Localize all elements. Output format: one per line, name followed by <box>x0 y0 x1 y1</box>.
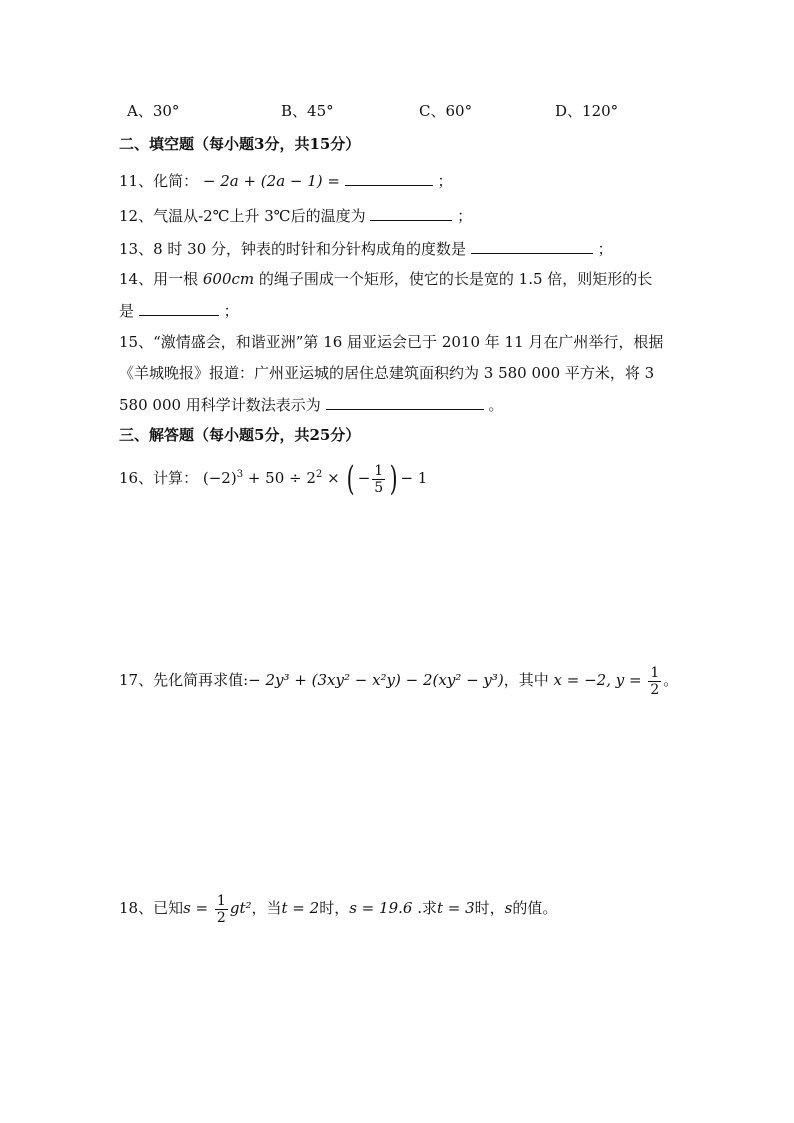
q18-text2: 时， <box>319 899 350 917</box>
q18-text3: .求 <box>412 899 437 917</box>
q18-frac-den: 2 <box>216 909 226 926</box>
q18-t2: t = 2 <box>281 899 320 917</box>
question-15-line1: 15、“激情盛会，和谐亚洲”第 16 届亚运会已于 2010 年 11 月在广州举行，根据 <box>119 333 664 351</box>
q18-s-eq: s = <box>183 899 209 917</box>
q16-part3: × <box>322 469 340 487</box>
q18-t3: t = 3 <box>436 899 475 917</box>
section3-heading: 三、解答题（每小题5分，共25分） <box>119 426 361 444</box>
q18-prefix: 18、已知 <box>119 899 184 917</box>
q16-minus: − <box>357 469 371 487</box>
question-14-line2 <box>119 300 239 321</box>
q11-answer-blank[interactable] <box>345 170 433 186</box>
q14-line2-prefix: 是 <box>119 302 135 320</box>
q16-exp2: 2 <box>315 469 323 480</box>
question-17 <box>119 660 678 700</box>
q17-expr: − 2y³ + (3xy² − x²y) − 2(xy² − y³) <box>248 671 504 689</box>
q12-suffix: ； <box>457 207 473 225</box>
q18-s-val: s = 19.6 <box>349 899 413 917</box>
q14-text-a: 14、用一根 <box>119 270 203 288</box>
q18-s-var: s <box>504 899 513 917</box>
q16-fraction <box>372 463 385 496</box>
section2-heading: 二、填空题（每小题3分，共15分） <box>119 135 361 153</box>
q16-exp1: 3 <box>236 469 244 480</box>
question-18 <box>119 888 557 928</box>
q17-frac-den: 2 <box>650 681 660 698</box>
q14-suffix: ； <box>223 302 239 320</box>
q11-prefix: 11、化简： <box>119 172 199 190</box>
q17-frac-num: 1 <box>650 664 660 681</box>
q15-answer-blank[interactable] <box>326 394 484 410</box>
q14-text-b: 的绳子围成一个矩形，使它的长是宽的 1.5 倍，则矩形的长 <box>254 270 653 288</box>
q11-expr: − 2a + (2a − 1) = <box>202 172 340 190</box>
q16-part2: + 50 ÷ 2 <box>243 469 316 487</box>
q18-gt: gt² <box>229 899 252 917</box>
q17-fraction <box>648 665 661 698</box>
option-b: B、45° <box>281 102 334 120</box>
question-16 <box>119 458 427 498</box>
q18-frac-num: 1 <box>216 892 226 909</box>
q15-line3-prefix: 580 000 用科学计数法表示为 <box>119 396 321 414</box>
q16-prefix: 16、计算： <box>119 469 199 487</box>
question-15-line3 <box>119 394 503 415</box>
q13-suffix: ； <box>597 240 613 258</box>
q16-part1: (−2) <box>202 469 237 487</box>
q15-suffix: 。 <box>488 396 504 414</box>
option-d: D、120° <box>555 102 619 120</box>
question-13 <box>119 238 613 259</box>
right-paren-icon: ) <box>389 459 398 499</box>
q18-text4: 时， <box>474 899 505 917</box>
q11-suffix: ； <box>437 172 453 190</box>
question-14-line1 <box>119 269 652 289</box>
option-c: C、60° <box>419 102 473 120</box>
q14-answer-blank[interactable] <box>139 300 219 316</box>
q16-tail: − 1 <box>400 469 428 487</box>
q18-text1: ，当 <box>251 899 282 917</box>
q12-answer-blank[interactable] <box>370 205 452 221</box>
option-a: A、30° <box>127 102 180 120</box>
q18-fraction <box>215 893 228 926</box>
q17-prefix: 17、先化简再求值: <box>119 671 249 689</box>
q14-length: 600cm <box>202 270 255 288</box>
q13-answer-blank[interactable] <box>471 238 593 254</box>
q17-cond: x = −2, y = <box>553 671 642 689</box>
q13-text: 13、8 时 30 分，钟表的时针和分针构成角的度数是 <box>119 240 467 258</box>
q17-middle: ，其中 <box>503 671 554 689</box>
left-paren-icon: ( <box>347 459 356 499</box>
question-12 <box>119 205 472 226</box>
question-15-line2: 《羊城晚报》报道：广州亚运城的居住总建筑面积约为 3 580 000 平方米，将 3 <box>119 364 655 382</box>
q18-text5: 的值。 <box>512 899 558 917</box>
q16-frac-den: 5 <box>374 479 384 496</box>
q17-suffix: 。 <box>663 671 679 689</box>
q12-text: 12、气温从-2℃上升 3℃后的温度为 <box>119 207 366 225</box>
question-11 <box>119 170 453 191</box>
q16-frac-num: 1 <box>374 462 384 479</box>
